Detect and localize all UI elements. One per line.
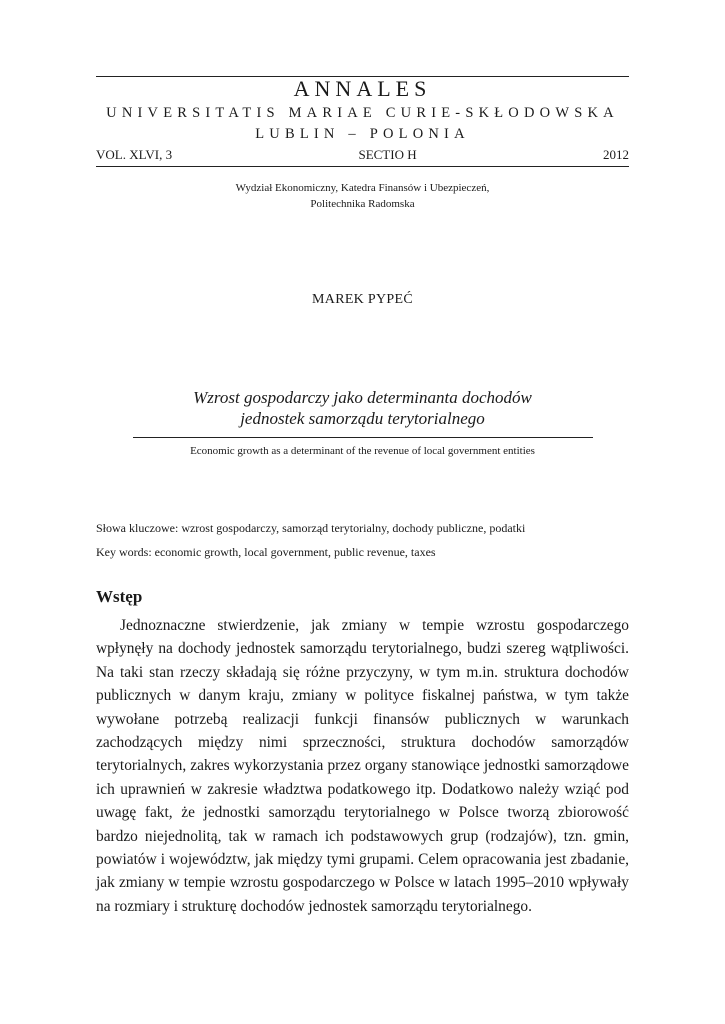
english-title: Economic growth as a determinant of the revenue of local government entities [190,445,535,457]
volume-info-row [96,146,629,164]
university-name: UNIVERSITATIS MARIAE CURIE-SKŁODOWSKA [106,105,619,121]
author-affiliation [96,180,629,212]
header-bottom-rule [96,166,629,167]
volume-number: VOL. XLVI, 3 [96,147,173,162]
section-label: SECTIO H [358,147,417,162]
title-divider [133,437,593,438]
introduction-paragraph: Jednoznaczne stwierdzenie, jak zmiany w tempie wzrostu gospodarczego wpłynęły na dochody jednostek samorządu terytorialnego, budzi szereg wątpliwości. Na taki stan rzeczy składają się różne przyczyny, w tym m.in. struktura dochodów publicznych w danym kraju, zmiany w polityce fiskalnej państwa, w tym także wywołane potrzebą realizacji funkcji finansów publicznych w warunkach zachodzących między nimi sprzeczności, struktura dochodów samorządów terytorialnych, zakres wykorzystania przez organy stanowiące jednostki samorządowe ich uprawnień w zakresie władztwa podatkowego itp. Dodatkowo należy wziąć pod uwagę fakt, że jednostki samorządu terytorialnego w Polsce tworzą zbiorowość bardzo niejednolitą, tak w ramach ich podstawowych grup (rodzajów), tzn. gmin, powiatów i województw, jak między tymi grupami. Celem opracowania jest zbadanie, jak zmiany w tempie wzrostu gospodarczego w Polsce w latach 1995–2010 wpływały na rozmiary i strukturę dochodów jednostek samorządu terytorialnego. [96,617,629,915]
article-title [96,387,629,429]
author-name: MAREK PYPEĆ [312,292,413,307]
section-heading: Wstęp [96,587,143,606]
keywords-english: Key words: economic growth, local government, public revenue, taxes [96,545,436,559]
keywords-polish: Słowa kluczowe: wzrost gospodarczy, samorząd terytorialny, dochody publiczne, podatki [96,521,526,535]
affiliation-line-1: Wydział Ekonomiczny, Katedra Finansów i Ubezpieczeń, [235,182,490,194]
title-line-2: jednostek samorządu terytorialnego [240,409,485,428]
affiliation-line-2: Politechnika Radomska [310,198,415,210]
publication-year: 2012 [603,147,629,162]
publication-location: LUBLIN – POLONIA [255,126,470,142]
title-line-1: Wzrost gospodarczy jako determinanta dochodów [193,388,532,407]
journal-title: ANNALES [293,76,432,101]
